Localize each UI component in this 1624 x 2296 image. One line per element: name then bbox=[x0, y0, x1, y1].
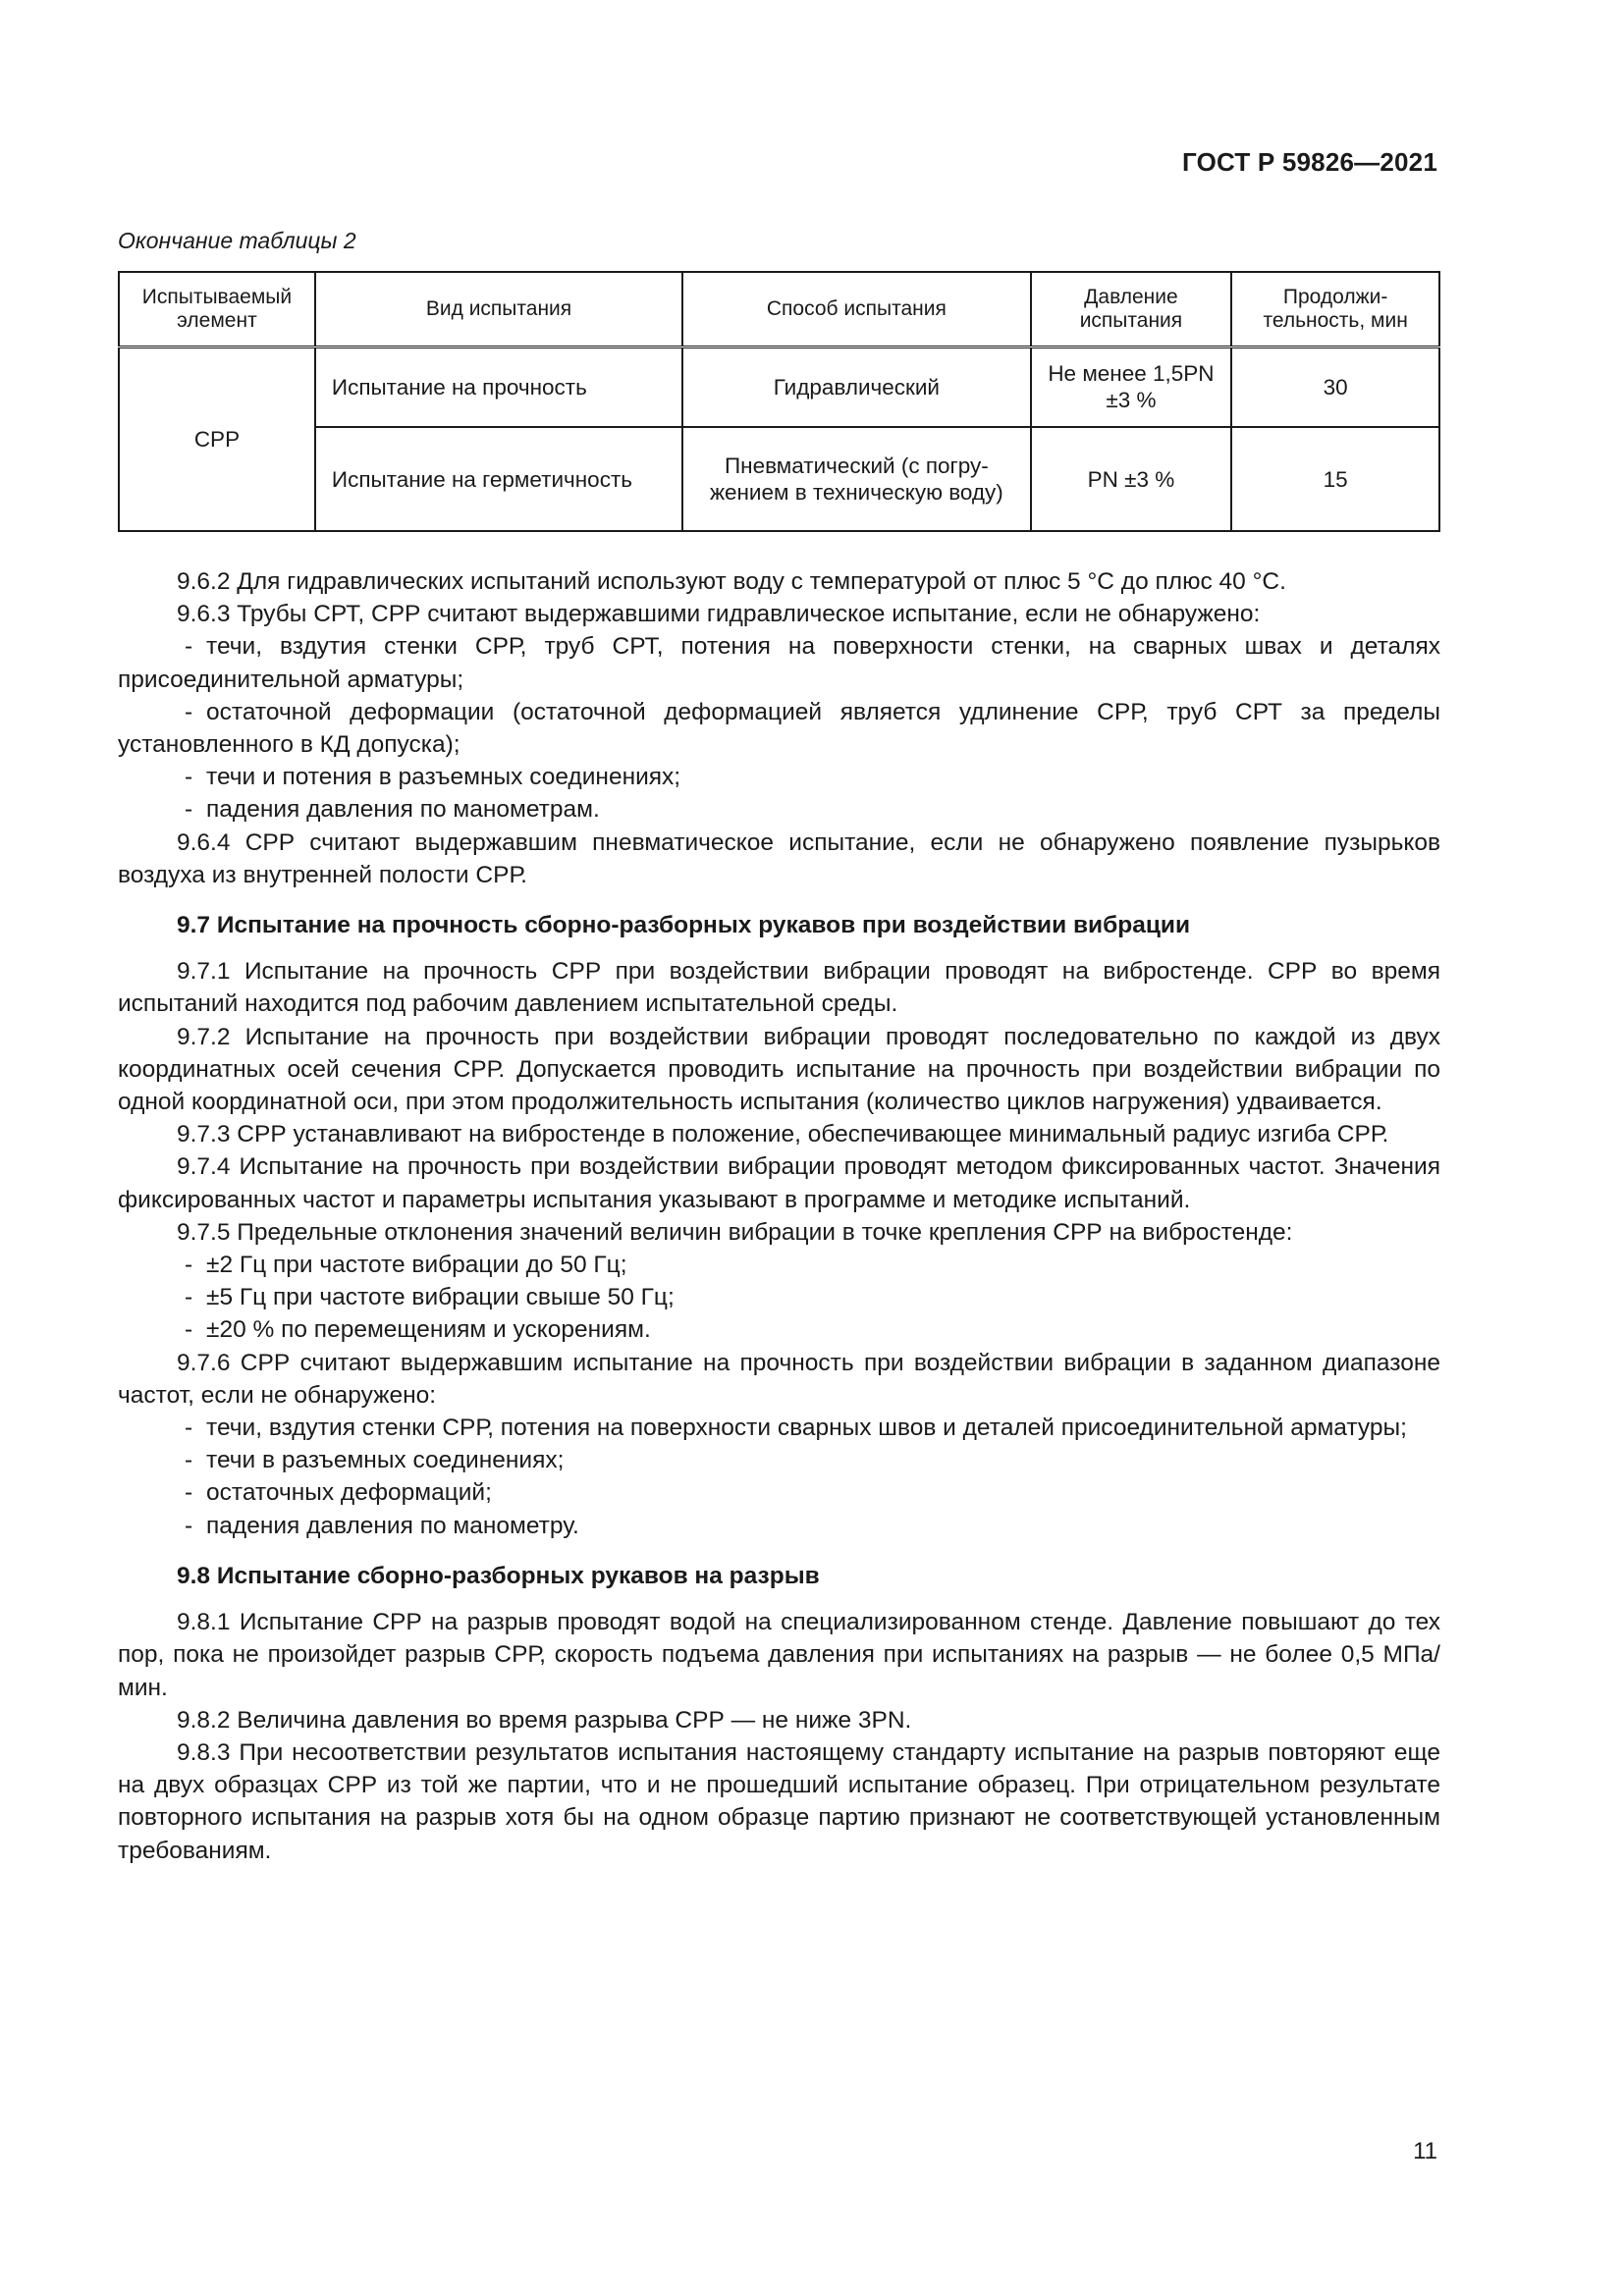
list-item-text: ±5 Гц при частоте вибрации свыше 50 Гц; bbox=[206, 1284, 675, 1311]
list-item-text: течи в разъемных соединениях; bbox=[206, 1447, 565, 1474]
paragraph-9-8-3: 9.8.3 При несоответствии результатов испытания настоящему стандарту испытание на разрыв повторяют еще на двух образцах СРР из той же партии, что и не прошедший испытание образец. При отрицательном результате повторного испытания на разрыв хотя бы на одном образце партию признают не соответствующей установленным требованиям. bbox=[118, 1738, 1440, 1864]
cell-method: Гидравлический bbox=[682, 347, 1030, 427]
list-item-text: течи, вздутия стенки СРР, потения на поверхности сварных швов и деталей присоединительной арматуры; bbox=[206, 1415, 1407, 1442]
paragraph-9-6-2: 9.6.2 Для гидравлических испытаний используют воду с температурой от плюс 5 °С до плюс 40 °С. bbox=[177, 568, 1286, 595]
column-header-test-type: Вид испытания bbox=[315, 272, 682, 347]
section-heading-9-7: 9.7 Испытание на прочность сборно-разборных рукавов при воздействии вибрации bbox=[177, 912, 1191, 939]
paragraph-9-7-4: 9.7.4 Испытание на прочность при воздействии вибрации проводят методом фиксированных частот. Значения фиксированных частот и параметры испытания указывают в программе и методике испытаний. bbox=[118, 1153, 1440, 1213]
test-table bbox=[118, 271, 1440, 532]
column-header-method: Способ испытания bbox=[682, 272, 1030, 347]
cell-pressure: Не менее 1,5PN ±3 % bbox=[1031, 347, 1232, 427]
column-header-element: Испытываемый элемент bbox=[119, 272, 315, 347]
list-item-text: ±2 Гц при частоте вибрации до 50 Гц; bbox=[206, 1252, 627, 1279]
list-item: - падения давления по манометрам. bbox=[185, 796, 600, 824]
list-item: - течи в разъемных соединениях; bbox=[185, 1447, 565, 1474]
paragraph-9-8-1: 9.8.1 Испытание СРР на разрыв проводят водой на специализированном стенде. Давление повышают до тех пор, пока не произойдет разрыв СРР, скорость подъема давления при испытаниях на разрыв — не более 0,5 МПа/мин. bbox=[118, 1609, 1440, 1701]
column-header-duration: Продолжи-тельность, мин bbox=[1231, 272, 1439, 347]
table-row bbox=[119, 427, 1439, 531]
list-item: - ±20 % по перемещениям и ускорениям. bbox=[185, 1316, 651, 1344]
cell-pressure: PN ±3 % bbox=[1031, 427, 1232, 531]
list-item-text: ±20 % по перемещениям и ускорениям. bbox=[206, 1316, 651, 1344]
list-item: - течи, вздутия стенки СРР, труб СРТ, потения на поверхности стенки, на сварных швах и деталях присоединительной арматуры; bbox=[118, 633, 1440, 693]
cell-duration: 15 bbox=[1231, 427, 1439, 531]
list-item: - падения давления по манометру. bbox=[185, 1512, 579, 1539]
list-item: - течи, вздутия стенки СРР, потения на поверхности сварных швов и деталей присоединительной арматуры; bbox=[185, 1415, 1407, 1442]
cell-test-type: Испытание на герметичность bbox=[315, 427, 682, 531]
paragraph-9-7-6: 9.7.6 СРР считают выдержавшим испытание на прочность при воздействии вибрации в заданном диапазоне частот, если не обнаружено: bbox=[118, 1349, 1440, 1409]
list-item-text: течи, вздутия стенки СРР, труб СРТ, потения на поверхности стенки, на сварных швах и деталях присоединительной арматуры; bbox=[118, 633, 1440, 693]
paragraph-9-6-3: 9.6.3 Трубы СРТ, СРР считают выдержавшими гидравлическое испытание, если не обнаружено: bbox=[177, 601, 1261, 628]
list-item: - ±5 Гц при частоте вибрации свыше 50 Гц; bbox=[185, 1284, 675, 1311]
page-number: 11 bbox=[1413, 2138, 1437, 2164]
cell-method: Пневматический (с погру-жением в техническую воду) bbox=[682, 427, 1030, 531]
paragraph-9-7-1: 9.7.1 Испытание на прочность СРР при воздействии вибрации проводят на вибростенде. СРР во время испытаний находится под рабочим давлением испытательной среды. bbox=[118, 958, 1440, 1018]
table-caption: Окончание таблицы 2 bbox=[118, 228, 356, 253]
cell-element: СРР bbox=[119, 347, 315, 531]
list-item-text: остаточной деформации (остаточной деформацией является удлинение СРР, труб СРТ за пределы установленного в КД допуска); bbox=[118, 698, 1440, 759]
list-item-text: течи и потения в разъемных соединениях; bbox=[206, 764, 681, 791]
list-item: - течи и потения в разъемных соединениях; bbox=[185, 764, 681, 791]
paragraph-9-8-2: 9.8.2 Величина давления во время разрыва СРР — не ниже 3PN. bbox=[177, 1706, 912, 1734]
table-row bbox=[119, 347, 1439, 427]
section-heading-9-8: 9.8 Испытание сборно-разборных рукавов на разрыв bbox=[177, 1562, 820, 1589]
document-body bbox=[118, 565, 1440, 1867]
list-item-text: падения давления по манометрам. bbox=[206, 796, 600, 824]
cell-duration: 30 bbox=[1231, 347, 1439, 427]
list-item-text: остаточных деформаций; bbox=[206, 1479, 492, 1507]
standard-code: ГОСТ Р 59826—2021 bbox=[1182, 147, 1437, 177]
list-item: - остаточных деформаций; bbox=[185, 1479, 492, 1507]
table-header-row bbox=[119, 272, 1439, 347]
paragraph-9-7-5: 9.7.5 Предельные отклонения значений величин вибрации в точке крепления СРР на вибростенде: bbox=[177, 1218, 1293, 1246]
column-header-pressure: Давление испытания bbox=[1031, 272, 1232, 347]
cell-test-type: Испытание на прочность bbox=[315, 347, 682, 427]
list-item: - остаточной деформации (остаточной деформацией является удлинение СРР, труб СРТ за пределы установленного в КД допуска); bbox=[118, 698, 1440, 759]
paragraph-9-7-2: 9.7.2 Испытание на прочность при воздействии вибрации проводят последовательно по каждой из двух координатных осей сечения СРР. Допускается проводить испытание на прочность при воздействии вибрации по одной координатной оси, при этом продолжительность испытания (количество циклов нагружения) удваивается. bbox=[118, 1023, 1440, 1116]
list-item: - ±2 Гц при частоте вибрации до 50 Гц; bbox=[185, 1252, 627, 1279]
paragraph-9-7-3: 9.7.3 СРР устанавливают на вибростенде в положение, обеспечивающее минимальный радиус изгиба СРР. bbox=[177, 1121, 1389, 1148]
list-item-text: падения давления по манометру. bbox=[206, 1512, 579, 1539]
paragraph-9-6-4: 9.6.4 СРР считают выдержавшим пневматическое испытание, если не обнаружено появление пузырьков воздуха из внутренней полости СРР. bbox=[118, 828, 1440, 888]
